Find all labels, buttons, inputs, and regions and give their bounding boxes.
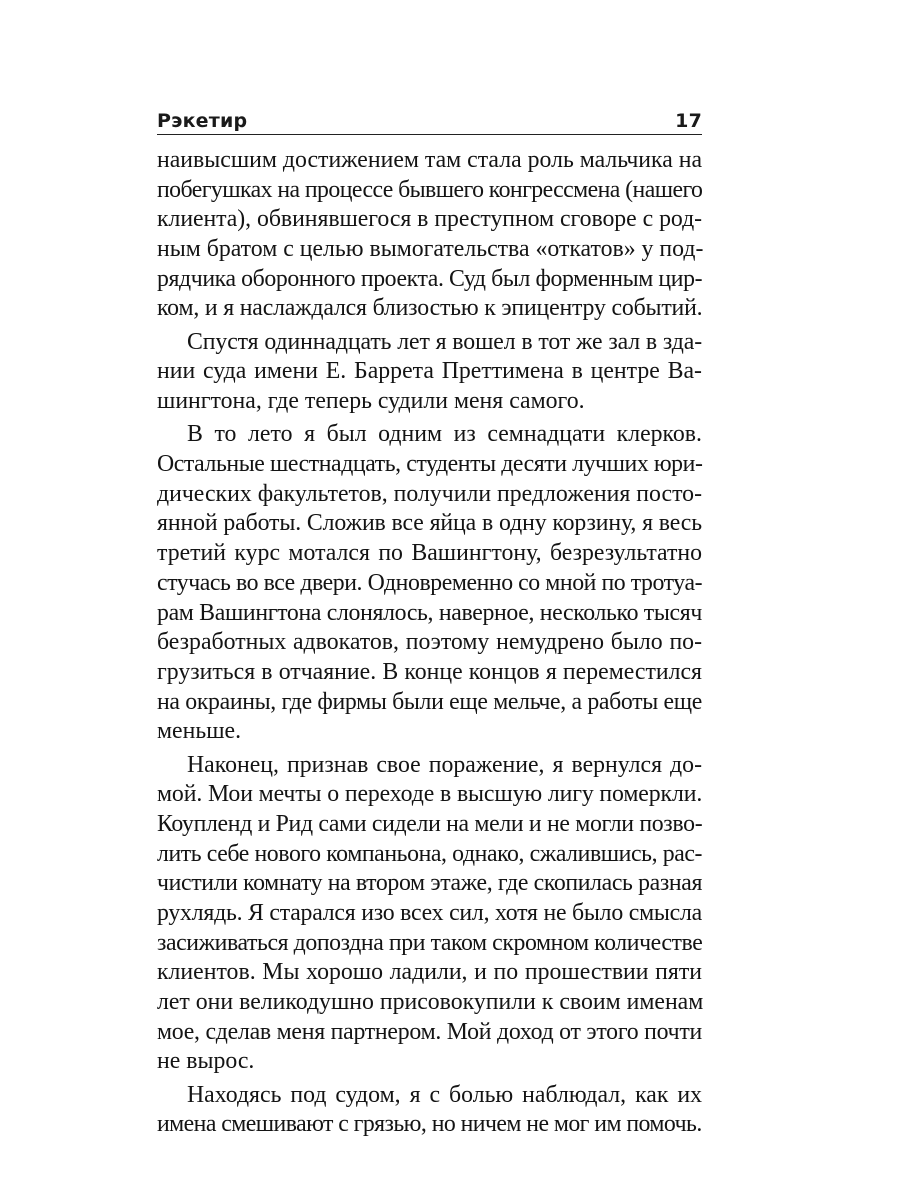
text-line: стучась во все двери. Одновременно со мной по тротуа-	[157, 569, 703, 596]
running-head	[157, 102, 702, 132]
text-line: меньше.	[157, 718, 242, 745]
text-line: янной работы. Сложив все яйца в одну корзину, я весь	[157, 510, 702, 537]
text-line: шингтона, где теперь судили меня самого.	[157, 388, 585, 415]
text-line: Спустя одиннадцать лет я вошел в тот же зал в зда-	[187, 328, 703, 355]
text-line: рам Вашингтона слонялось, наверное, несколько тысяч	[157, 599, 702, 626]
text-line: лет они великодушно присовокупили к своим именам	[157, 989, 704, 1016]
text-line: клиента), обвинявшегося в преступном сговоре с род-	[157, 206, 702, 233]
running-head-title: Рэкетир	[157, 110, 248, 132]
text-line: мой. Мои мечты о переходе в высшую лигу померкли.	[157, 781, 703, 808]
body-text	[157, 146, 702, 1140]
text-line: на окраины, где фирмы были еще мельче, а работы еще	[157, 688, 702, 715]
paragraph	[157, 420, 702, 747]
paragraph	[157, 1081, 702, 1140]
text-line: Наконец, признав свое поражение, я вернулся до-	[187, 751, 702, 778]
text-line: грузиться в отчаяние. В конце концов я переместился	[157, 658, 702, 685]
text-line: нии суда имени Е. Баррета Преттимена в центре Ва-	[157, 358, 702, 385]
text-line: побегушках на процессе бывшего конгрессмена (нашего	[157, 176, 703, 203]
text-line: дических факультетов, получили предложения посто-	[157, 480, 702, 507]
paragraph	[157, 751, 702, 1078]
text-line: Остальные шестнадцать, студенты десяти лучших юри-	[157, 451, 703, 478]
text-line: В то лето я был одним из семнадцати клерков.	[187, 421, 702, 448]
text-line: Коупленд и Рид сами сидели на мели и не могли позво-	[157, 810, 703, 837]
text-line: чистили комнату на втором этаже, где скопилась разная	[157, 870, 703, 897]
text-line: Находясь под судом, я с болью наблюдал, как их	[187, 1081, 702, 1108]
header-rule	[157, 134, 702, 135]
text-line: третий курс мотался по Вашингтону, безрезультатно	[157, 540, 702, 567]
page-number: 17	[675, 110, 702, 132]
text-line: имена смешивают с грязью, но ничем не мог им помочь.	[157, 1111, 702, 1138]
paragraph	[157, 328, 702, 417]
text-line: безработных адвокатов, поэтому немудрено было по-	[157, 629, 702, 656]
text-line: клиентов. Мы хорошо ладили, и по прошествии пяти	[157, 959, 702, 986]
text-line: мое, сделав меня партнером. Мой доход от этого почти	[157, 1018, 702, 1045]
text-line: ным братом с целью вымогательства «откатов» у под-	[157, 236, 704, 263]
paragraph	[157, 146, 702, 324]
text-line: рядчика оборонного проекта. Суд был форменным цир-	[157, 265, 703, 292]
text-line: ком, и я наслаждался близостью к эпицентру событий.	[157, 295, 703, 322]
text-line: рухлядь. Я старался изо всех сил, хотя не было смысла	[157, 899, 702, 926]
text-line: наивысшим достижением там стала роль мальчика на	[157, 147, 703, 173]
text-line: не вырос.	[157, 1048, 255, 1075]
text-line: засиживаться допоздна при таком скромном количестве	[157, 929, 703, 956]
text-line: лить себе нового компаньона, однако, сжалившись, рас-	[157, 840, 702, 867]
